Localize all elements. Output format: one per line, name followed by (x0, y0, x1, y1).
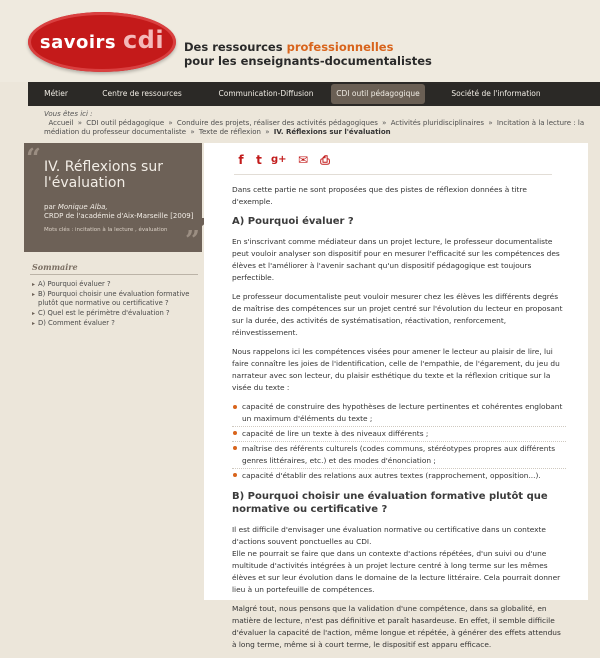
tagline-part1: Des ressources (184, 40, 287, 54)
breadcrumb-link-projets[interactable]: Conduire des projets, réaliser des activités pédagogiques (176, 119, 378, 127)
tagline-line2: pour les enseignants-documentalistes (184, 54, 432, 68)
sommaire-item-b[interactable]: ▸ B) Pourquoi choisir une évaluation formative plutôt que normative ou certificative ? (32, 290, 197, 308)
twitter-icon[interactable]: t (256, 153, 262, 167)
article-author (44, 203, 193, 221)
list-item: maîtrise des référents culturels (codes communs, stéréotypes propres aux différents genres littéraires, etc.) et des modes d'énonciation ; (232, 441, 566, 467)
google-plus-icon[interactable]: g+ (271, 154, 287, 165)
breadcrumb (44, 110, 594, 137)
sommaire-list (32, 280, 197, 329)
breadcrumb-separator: » (168, 119, 173, 127)
main-nav (28, 82, 600, 106)
article-title-box (24, 143, 202, 256)
site-tagline (184, 40, 432, 68)
email-icon[interactable]: ✉ (297, 153, 309, 167)
list-item: capacité de lire un texte à des niveaux différents ; (232, 426, 566, 440)
breadcrumb-separator: » (265, 128, 270, 136)
section-heading-b: B) Pourquoi choisir une évaluation formative plutôt que normative ou certificative ? (232, 491, 548, 515)
sommaire-item-d[interactable]: ▸ D) Comment évaluer ? (32, 319, 197, 328)
sommaire-item-a[interactable]: ▸ A) Pourquoi évaluer ? (32, 280, 197, 289)
open-quote-icon: “ (26, 144, 41, 174)
article-body (232, 184, 566, 658)
main-content (204, 143, 588, 649)
breadcrumb-separator: » (382, 119, 387, 127)
breadcrumb-separator: » (77, 119, 82, 127)
logo-word-cdi: cdi (122, 26, 165, 54)
section-heading-a: A) Pourquoi évaluer ? (232, 216, 354, 227)
sommaire-item-c[interactable]: ▸ C) Quel est le périmètre d'évaluation ? (32, 309, 197, 318)
print-icon[interactable]: ⎙ (320, 153, 330, 167)
nav-item-centre-ressources[interactable]: Centre de ressources (102, 89, 182, 98)
breadcrumb-link-texte-reflexion[interactable]: Texte de réflexion (198, 128, 261, 136)
sommaire-title: Sommaire (32, 262, 78, 272)
logo-text (28, 26, 176, 54)
paragraph: Le professeur documentaliste peut vouloir mesurer chez les élèves les différents degrés de maîtrise des compétences sur un projet centré sur l'évolution du lecteur en proposant sur la durée, des activités de systématisation, réactivation, renforcement, réinvestissement. (232, 292, 563, 337)
paragraph: Malgré tout, nous pensons que la validation d'une compétence, dans sa globalité, en matière de lecture, n'est pas définitive et paraît hasardeuse. En effet, il semble difficile d'évaluer la capacité de l'action, même longue et répétée, à générer des effets attendus à long terme, même si à court terme, le dispositif est apparu efficace. (232, 604, 561, 649)
breadcrumb-prefix: Vous êtes ici : (44, 110, 93, 118)
breadcrumb-separator: » (488, 119, 493, 127)
breadcrumb-link-cdi-outil[interactable]: CDI outil pédagogique (86, 119, 165, 127)
competences-list (232, 401, 566, 482)
breadcrumb-link-accueil[interactable]: Accueil (48, 119, 74, 127)
breadcrumb-current: IV. Réflexions sur l'évaluation (273, 128, 391, 136)
breadcrumb-link-incitation[interactable]: Incitation à la lecture : la médiation du professeur documentaliste (44, 119, 585, 136)
nav-item-cdi-outil-pedagogique[interactable]: CDI outil pédagogique (331, 84, 425, 104)
share-divider (234, 174, 552, 175)
breadcrumb-separator: » (190, 128, 195, 136)
site-header (0, 0, 600, 82)
article-keywords: Mots clés : incitation à la lecture , évaluation (44, 227, 168, 233)
author-org: CRDP de l'académie d'Aix-Marseille [2009] (44, 212, 194, 220)
paragraph: En s'inscrivant comme médiateur dans un projet lecture, le professeur documentaliste peut vouloir analyser son dispositif pour en mesurer l'efficacité sur les compétences des élèves et l'améliorer à l'avenir sachant qu'un dispositif pédagogique est toujours perfectible. (232, 237, 560, 282)
sommaire-divider (30, 274, 198, 275)
logo-word-savoirs: savoirs (39, 32, 117, 53)
nav-item-societe-information[interactable]: Société de l'information (451, 89, 541, 98)
list-item: capacité d'établir des relations aux autres textes (rapprochement, opposition...). (232, 468, 566, 482)
author-prefix: par (44, 203, 58, 211)
page-title: IV. Réflexions sur l'évaluation (44, 159, 163, 191)
nav-item-communication-diffusion[interactable]: Communication-Diffusion (218, 89, 314, 98)
paragraph: Nous rappelons ici les compétences visées pour amener le lecteur au plaisir de lire, lui faire connaître les joies de l'identification, celle de l'empathie, de l'égarement, du jeu du narrateur avec son lecteur, du plaisir esthétique du texte et la réflexion critique sur la visée du texte : (232, 347, 560, 392)
author-name[interactable]: Monique Alba, (57, 203, 108, 211)
paragraph: Il est difficile d'envisager une évaluation normative ou certificative dans un contexte d'actions souvent ponctuelles au CDI. (232, 525, 546, 546)
breadcrumb-link-activites[interactable]: Activités pluridisciplinaires (390, 119, 485, 127)
nav-item-metier[interactable]: Métier (44, 89, 68, 98)
paragraph: Elle ne pourrait se faire que dans un contexte d'actions répétées, d'un suivi ou d'une multitude d'activités intégrées à un projet lecture centré à long terme sur les mêmes élèves et sur leur évolution dans le domaine de la lecture littéraire. Cela pourrait donner lieu à un portefeuille de compétences. (232, 549, 561, 594)
intro-paragraph: Dans cette partie ne sont proposées que des pistes de réflexion données à titre d'exemple. (232, 185, 527, 206)
facebook-icon[interactable]: f (238, 153, 244, 167)
close-quote-icon: ” (185, 226, 200, 256)
tagline-accent: professionnelles (286, 40, 394, 54)
list-item: capacité de construire des hypothèses de lecture pertinentes et cohérentes englobant un maximum d'éléments du texte ; (232, 401, 566, 425)
site-logo[interactable] (28, 12, 176, 72)
